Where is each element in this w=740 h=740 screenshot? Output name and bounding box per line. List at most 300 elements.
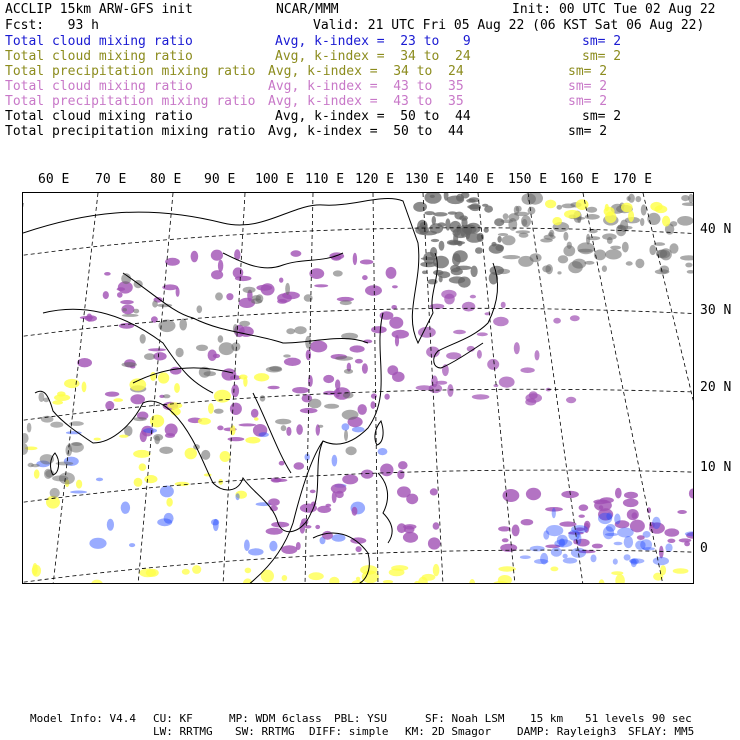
legend-field-name: Total cloud mixing ratio [5,79,193,94]
cloud-blob [615,574,625,584]
cloud-blob [134,478,143,487]
model-info-item: SW: RRTMG [235,725,295,738]
cloud-blob [182,569,190,575]
cloud-blob [516,230,531,234]
cloud-blob [458,277,471,288]
cloud-blob [428,537,441,549]
cloud-blob [362,275,368,280]
cloud-blob [251,409,259,418]
cloud-blob [628,194,635,203]
cloud-blob [520,367,534,373]
cloud-blob [518,256,533,267]
cloud-blob [613,559,618,565]
cloud-blob [72,442,82,446]
cloud-blob [439,241,445,251]
cloud-blob [449,241,466,245]
cloud-blob [279,461,285,466]
cloud-blob [281,425,287,431]
cloud-blob [89,538,106,549]
cloud-blob [431,239,439,242]
cloud-blob [34,469,40,478]
cloud-blob [344,369,353,374]
cloud-blob [521,215,531,227]
cloud-blob [214,390,231,403]
legend-smoothing: sm= 2 [582,49,622,64]
cloud-blob [329,577,339,584]
cloud-blob [433,212,447,216]
legend-smoothing: sm= 2 [568,79,608,94]
cloud-blob [39,392,45,402]
cloud-blob [252,295,261,301]
cloud-blob [512,525,520,537]
cloud-blob [572,259,586,269]
cloud-blob [591,555,597,563]
legend-smoothing: sm= 2 [568,94,608,109]
legend-field-name: Total precipitation mixing ratio [5,64,256,79]
cloud-blob [230,425,236,435]
cloud-blob [432,216,436,225]
cloud-blob [563,232,568,241]
cloud-blob [332,455,338,467]
cloud-blob [558,255,568,263]
legend-field-name: Total cloud mixing ratio [5,109,193,124]
cloud-blob [233,267,244,278]
cloud-blob [259,432,269,437]
cloud-blob [269,541,277,552]
cloud-blob [647,213,660,225]
longitude-line [373,193,378,584]
cloud-blob [566,397,576,403]
cloud-blob [335,356,353,361]
cloud-blob [576,199,589,210]
cloud-blob [677,510,687,514]
longitude-label: 70 E [95,172,127,187]
cloud-blob [144,353,155,360]
cloud-blob [121,502,130,514]
longitude-label: 120 E [355,172,395,187]
cloud-blob [294,326,306,334]
cloud-blob [153,352,166,360]
cloud-blob [304,294,313,301]
cloud-blob [472,394,490,399]
cloud-blob [50,488,60,498]
cloud-blob [535,350,540,360]
cloud-blob [133,309,139,314]
cloud-blob [453,330,466,334]
cloud-blob [563,558,577,564]
forecast-hour: Fcst: 93 h [5,18,99,33]
cloud-blob [610,246,621,250]
cloud-blob [543,530,549,539]
cloud-blob [179,319,187,331]
cloud-blob [352,507,358,516]
cloud-blob [615,488,622,499]
latitude-line [23,470,694,505]
cloud-blob [605,533,618,536]
cloud-blob [395,335,399,347]
cloud-blob [445,218,450,230]
cloud-blob [611,571,623,575]
cloud-blob [606,524,616,532]
cloud-blob [477,350,482,359]
legend-k-index: Avg, k-index = 34 to 24 [268,64,464,79]
cloud-blob [50,422,63,428]
cloud-blob [617,226,633,230]
cloud-blob [353,253,357,265]
cloud-blob [495,245,504,251]
cloud-blob [201,450,210,460]
cloud-blob [475,247,483,254]
model-info-item: 90 sec [652,712,692,725]
cloud-blob [497,236,501,243]
cloud-blob [484,228,489,233]
cloud-blob [499,377,515,388]
cloud-blob [571,525,588,533]
cloud-blob [120,300,134,304]
cloud-blob [391,565,408,571]
cloud-blob [662,216,670,227]
cloud-blob [570,315,580,321]
cloud-blob [23,433,29,443]
cloud-blob [230,403,242,415]
cloud-blob [245,568,252,574]
cloud-blob [602,265,607,272]
cloud-blob [76,480,82,489]
cloud-blob [158,372,169,383]
cloud-blob [342,410,359,420]
cloud-blob [166,498,172,507]
model-info-item: PBL: YSU [334,712,387,725]
cloud-blob [282,575,288,581]
cloud-blob [605,212,617,224]
model-info-item: 15 km [530,712,564,725]
cloud-blob [191,251,199,263]
cloud-blob [146,569,159,577]
longitude-label: 90 E [204,172,236,187]
cloud-blob [562,204,576,209]
cloud-blob [564,210,581,219]
cloud-blob [40,454,54,464]
cloud-blob [605,249,622,259]
cloud-blob [52,475,68,481]
cloud-blob [332,534,346,542]
cloud-blob [467,205,480,210]
cloud-blob [152,300,158,307]
cloud-blob [279,278,283,283]
cloud-blob [352,427,365,433]
cloud-blob [502,235,516,245]
cloud-blob [587,236,600,240]
cloud-blob [228,437,245,441]
legend-smoothing: sm= 2 [568,124,608,139]
cloud-blob [682,202,694,206]
cloud-blob [356,546,362,552]
cloud-blob [284,358,301,366]
cloud-blob [545,200,556,209]
cloud-blob [526,488,541,500]
cloud-blob [285,283,290,295]
cloud-blob [498,566,516,571]
cloud-blob [622,242,629,253]
cloud-blob [244,540,250,552]
cloud-blob [309,399,322,409]
cloud-blob [614,542,623,545]
cloud-blob [296,542,301,550]
cloud-blob [653,557,669,566]
cloud-blob [594,500,612,512]
cloud-blob [291,250,302,257]
cloud-blob [211,250,223,261]
cloud-blob [493,317,509,326]
longitude-label: 130 E [405,172,445,187]
cloud-blob [598,513,612,524]
coastline [378,473,392,543]
model-title: ACCLIP 15km ARW-GFS init [5,2,193,17]
cloud-blob [430,488,438,495]
legend-field-name: Total cloud mixing ratio [5,49,193,64]
legend-field-name: Total precipitation mixing ratio [5,124,256,139]
cloud-blob [32,565,41,577]
cloud-blob [344,430,348,441]
cloud-blob [640,218,644,226]
cloud-blob [631,559,637,567]
cloud-blob [266,528,283,535]
legend-smoothing: sm= 2 [582,109,622,124]
longitude-label: 140 E [455,172,495,187]
cloud-blob [384,394,389,400]
cloud-blob [117,292,123,298]
cloud-field-layer [23,193,694,584]
cloud-blob [540,553,548,565]
cloud-blob [314,284,328,287]
cloud-blob [103,291,109,299]
cloud-blob [477,233,484,242]
cloud-blob [635,540,645,550]
cloud-blob [424,193,441,204]
cloud-blob [498,575,512,584]
legend-smoothing: sm= 2 [582,34,622,49]
cloud-blob [423,252,435,265]
cloud-blob [23,443,28,455]
model-info-item: SFLAY: MM5 [628,725,695,738]
cloud-blob [563,245,575,256]
longitude-label: 150 E [508,172,548,187]
cloud-blob [418,327,436,338]
cloud-blob [283,354,291,357]
cloud-blob [164,513,174,524]
cloud-blob [436,381,448,385]
cloud-blob [105,401,114,410]
cloud-blob [659,546,664,559]
cloud-blob [105,392,119,397]
cloud-blob [305,336,311,349]
cloud-blob [453,250,468,262]
cloud-blob [673,568,689,574]
cloud-blob [358,404,367,415]
cloud-blob [361,470,374,479]
latitude-label: 10 N [700,460,732,475]
cloud-blob [502,538,509,542]
cloud-blob [688,194,693,203]
cloud-blob [342,474,358,484]
cloud-blob [502,255,520,259]
model-info-item: SF: Noah LSM [425,712,505,725]
cloud-blob [219,342,234,355]
cloud-blob [226,293,233,300]
cloud-blob [521,519,534,525]
cloud-blob [635,259,644,269]
cloud-blob [215,292,223,300]
cloud-blob [592,544,603,549]
legend-k-index: Avg, k-index = 23 to 9 [275,34,471,49]
longitude-label: 110 E [305,172,345,187]
cloud-blob [403,532,418,543]
legend-k-index: Avg, k-index = 43 to 35 [268,94,464,109]
graticule-layer [23,193,694,584]
cloud-blob [665,543,672,552]
cloud-blob [559,538,565,547]
cloud-blob [220,451,231,462]
cloud-blob [660,266,670,274]
cloud-blob [322,531,333,540]
cloud-blob [239,321,250,327]
cloud-blob [599,579,605,584]
cloud-blob [150,372,156,381]
coastline [23,199,437,343]
cloud-blob [286,427,291,436]
cloud-blob [552,508,556,518]
model-info-item: DAMP: Rayleigh3 [517,725,617,738]
cloud-blob [143,428,157,433]
legend-smoothing: sm= 2 [568,64,608,79]
cloud-blob [342,423,350,430]
cloud-blob [441,290,456,299]
cloud-blob [163,394,171,398]
cloud-blob [667,539,675,543]
cloud-blob [362,363,368,374]
longitude-label: 100 E [255,172,295,187]
cloud-blob [82,382,87,393]
cloud-blob [248,548,264,555]
cloud-blob [268,386,280,390]
cloud-blob [655,205,668,213]
cloud-blob [557,271,561,274]
cloud-blob [557,205,563,210]
cloud-blob [548,232,553,236]
cloud-blob [211,519,219,525]
cloud-blob [260,395,266,401]
cloud-blob [176,348,184,357]
cloud-blob [104,272,111,276]
cloud-blob [416,385,433,390]
cloud-blob [392,372,405,382]
model-info-item: 51 levels [585,712,645,725]
cloud-blob [365,285,382,296]
cloud-blob [185,448,197,460]
coastline [248,313,383,584]
cloud-blob [46,496,60,509]
cloud-blob [310,341,327,353]
cloud-blob [140,334,146,344]
cloud-blob [294,462,305,470]
cloud-blob [236,493,240,500]
cloud-blob [605,204,609,211]
cloud-blob [447,384,453,397]
cloud-blob [525,393,542,403]
latitude-label: 30 N [700,303,732,318]
cloud-blob [579,515,585,518]
cloud-blob [86,314,92,322]
cloud-blob [254,417,259,421]
cloud-blob [333,270,343,276]
cloud-blob [459,215,468,220]
cloud-blob [214,409,224,414]
cloud-blob [360,260,373,265]
cloud-blob [430,195,435,198]
longitude-label: 60 E [38,172,70,187]
legend-k-index: Avg, k-index = 50 to 44 [268,124,464,139]
cloud-blob [222,368,237,380]
cloud-blob [522,193,536,205]
latitude-label: 0 [700,541,708,556]
cloud-blob [196,345,208,351]
cloud-blob [501,302,506,308]
cloud-blob [133,450,150,458]
cloud-blob [296,424,303,435]
cloud-blob [626,261,633,265]
longitude-label: 170 E [613,172,653,187]
cloud-blob [245,437,260,444]
cloud-blob [218,260,223,272]
cloud-blob [208,403,214,414]
model-info-item: KM: 2D Smagor [405,725,492,738]
cloud-blob [305,525,312,528]
cloud-blob [306,350,311,361]
cloud-blob [113,398,123,402]
cloud-blob [355,359,363,364]
cloud-blob [275,419,291,425]
cloud-blob [477,332,488,336]
legend-k-index: Avg, k-index = 34 to 24 [275,49,471,64]
cloud-blob [96,478,103,482]
center-title: NCAR/MMM [276,2,339,17]
cloud-blob [28,463,34,467]
cloud-blob [386,267,397,279]
cloud-blob [269,366,282,371]
cloud-blob [380,464,393,477]
cloud-blob [91,580,102,584]
cloud-blob [520,555,531,559]
cloud-blob [453,228,469,238]
cloud-blob [447,196,465,205]
cloud-blob [487,359,499,370]
cloud-blob [122,314,139,317]
cloud-blob [208,350,217,361]
cloud-blob [122,308,127,311]
cloud-blob [670,243,679,253]
cloud-blob [392,330,409,339]
cloud-blob [243,287,256,293]
cloud-blob [243,578,252,584]
longitude-label: 160 E [560,172,600,187]
cloud-blob [371,401,376,409]
cloud-blob [433,522,440,530]
cloud-blob [484,206,493,213]
cloud-blob [553,318,561,324]
cloud-blob [470,295,476,299]
cloud-blob [315,525,320,529]
cloud-blob [218,335,224,342]
